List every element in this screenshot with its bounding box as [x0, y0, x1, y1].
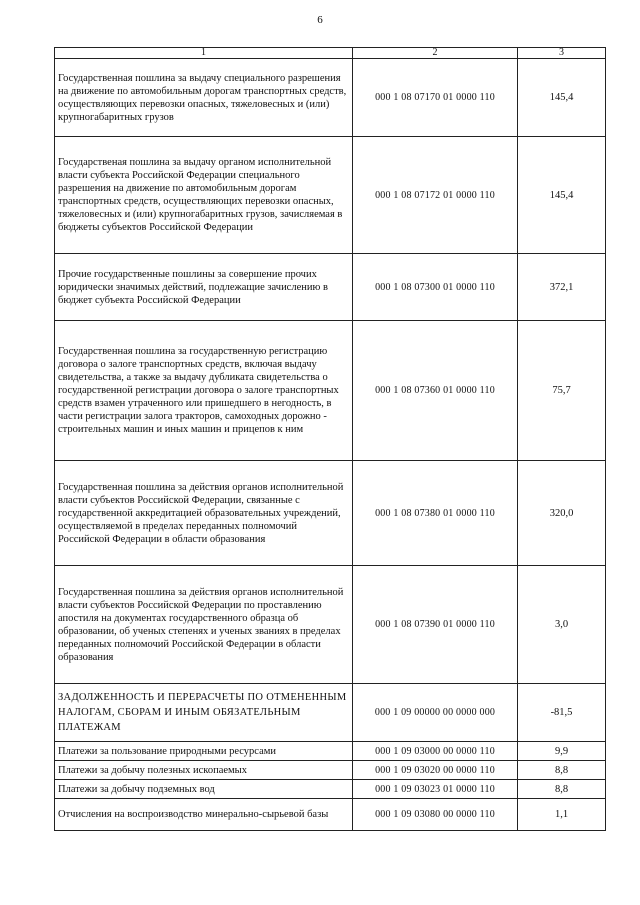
table-row	[55, 461, 606, 566]
row-name: Государственная пошлина за государственную регистрацию договора о залоге транспортных средств, включая выдачу свидетельства, а также за выдачу дубликата свидетельства о государственной регистрации договора о залоге транспортных средств взамен утраченного или пришедшего в негодность, в части регистрации залога тракторов, самоходных дорожно - строительных машин и иных машин и прицепов к ним	[55, 321, 353, 461]
row-code: 000 1 09 00000 00 0000 000	[353, 684, 518, 742]
row-value: 145,4	[518, 137, 606, 254]
table-row	[55, 321, 606, 461]
row-code: 000 1 08 07360 01 0000 110	[353, 321, 518, 461]
row-value: 9,9	[518, 742, 606, 761]
row-value: -81,5	[518, 684, 606, 742]
row-name: Платежи за пользование природными ресурсами	[55, 742, 353, 761]
column-header-2: 2	[353, 48, 518, 59]
row-name: Государственная пошлина за действия органов исполнительной власти субъектов Российской Федерации, связанные с государственной аккредитацией образовательных учреждений, осуществляемой в пределах переданных полномочий Российской Федерации в области образования	[55, 461, 353, 566]
row-code: 000 1 08 07300 01 0000 110	[353, 254, 518, 321]
budget-revenue-table	[54, 47, 606, 831]
table-row-section	[55, 684, 606, 742]
row-name: ЗАДОЛЖЕННОСТЬ И ПЕРЕРАСЧЕТЫ ПО ОТМЕНЕННЫМ НАЛОГАМ, СБОРАМ И ИНЫМ ОБЯЗАТЕЛЬНЫМ ПЛАТЕЖАМ	[55, 684, 353, 742]
row-value: 8,8	[518, 780, 606, 799]
row-value: 75,7	[518, 321, 606, 461]
row-code: 000 1 08 07172 01 0000 110	[353, 137, 518, 254]
row-code: 000 1 09 03080 00 0000 110	[353, 799, 518, 831]
row-value: 145,4	[518, 59, 606, 137]
row-code: 000 1 09 03020 00 0000 110	[353, 761, 518, 780]
row-value: 8,8	[518, 761, 606, 780]
table-row	[55, 137, 606, 254]
table-row	[55, 799, 606, 831]
row-name: Отчисления на воспроизводство минерально-сырьевой базы	[55, 799, 353, 831]
table-row	[55, 254, 606, 321]
column-header-1: 1	[55, 48, 353, 59]
table-row	[55, 742, 606, 761]
column-header-3: 3	[518, 48, 606, 59]
row-code: 000 1 08 07170 01 0000 110	[353, 59, 518, 137]
row-code: 000 1 09 03023 01 0000 110	[353, 780, 518, 799]
row-name: Платежи за добычу полезных ископаемых	[55, 761, 353, 780]
row-code: 000 1 08 07380 01 0000 110	[353, 461, 518, 566]
table-row	[55, 780, 606, 799]
row-value: 372,1	[518, 254, 606, 321]
page-number: 6	[317, 14, 323, 26]
row-value: 3,0	[518, 566, 606, 684]
row-name: Государственная пошлина за действия органов исполнительной власти субъектов Российской Федерации по проставлению апостиля на документах государственного образца об образовании, об ученых степенях и ученых званиях в пределах переданных полномочий Российской Федерации в области образования	[55, 566, 353, 684]
row-name: Государственая пошлина за выдачу органом исполнительной власти субъекта Российской Федерации специального разрешения на движение по автомобильным дорогам транспортных средств, осуществляющих перевозки опасных, тяжеловесных и (или) крупногабаритных грузов, зачисляемая в бюджеты субъектов Российской Федерации	[55, 137, 353, 254]
row-name: Государственная пошлина за выдачу специального разрешения на движение по автомобильным дорогам транспортных средств, осуществляющих перевозки опасных, тяжеловесных и (или) крупногабаритных грузов	[55, 59, 353, 137]
table-header-row	[55, 48, 606, 59]
row-value: 320,0	[518, 461, 606, 566]
row-name: Прочие государственные пошлины за совершение прочих юридически значимых действий, подлежащие зачислению в бюджет субъекта Российской Федерации	[55, 254, 353, 321]
table-row	[55, 566, 606, 684]
row-code: 000 1 08 07390 01 0000 110	[353, 566, 518, 684]
row-value: 1,1	[518, 799, 606, 831]
row-code: 000 1 09 03000 00 0000 110	[353, 742, 518, 761]
table-row	[55, 761, 606, 780]
table-row	[55, 59, 606, 137]
row-name: Платежи за добычу подземных вод	[55, 780, 353, 799]
